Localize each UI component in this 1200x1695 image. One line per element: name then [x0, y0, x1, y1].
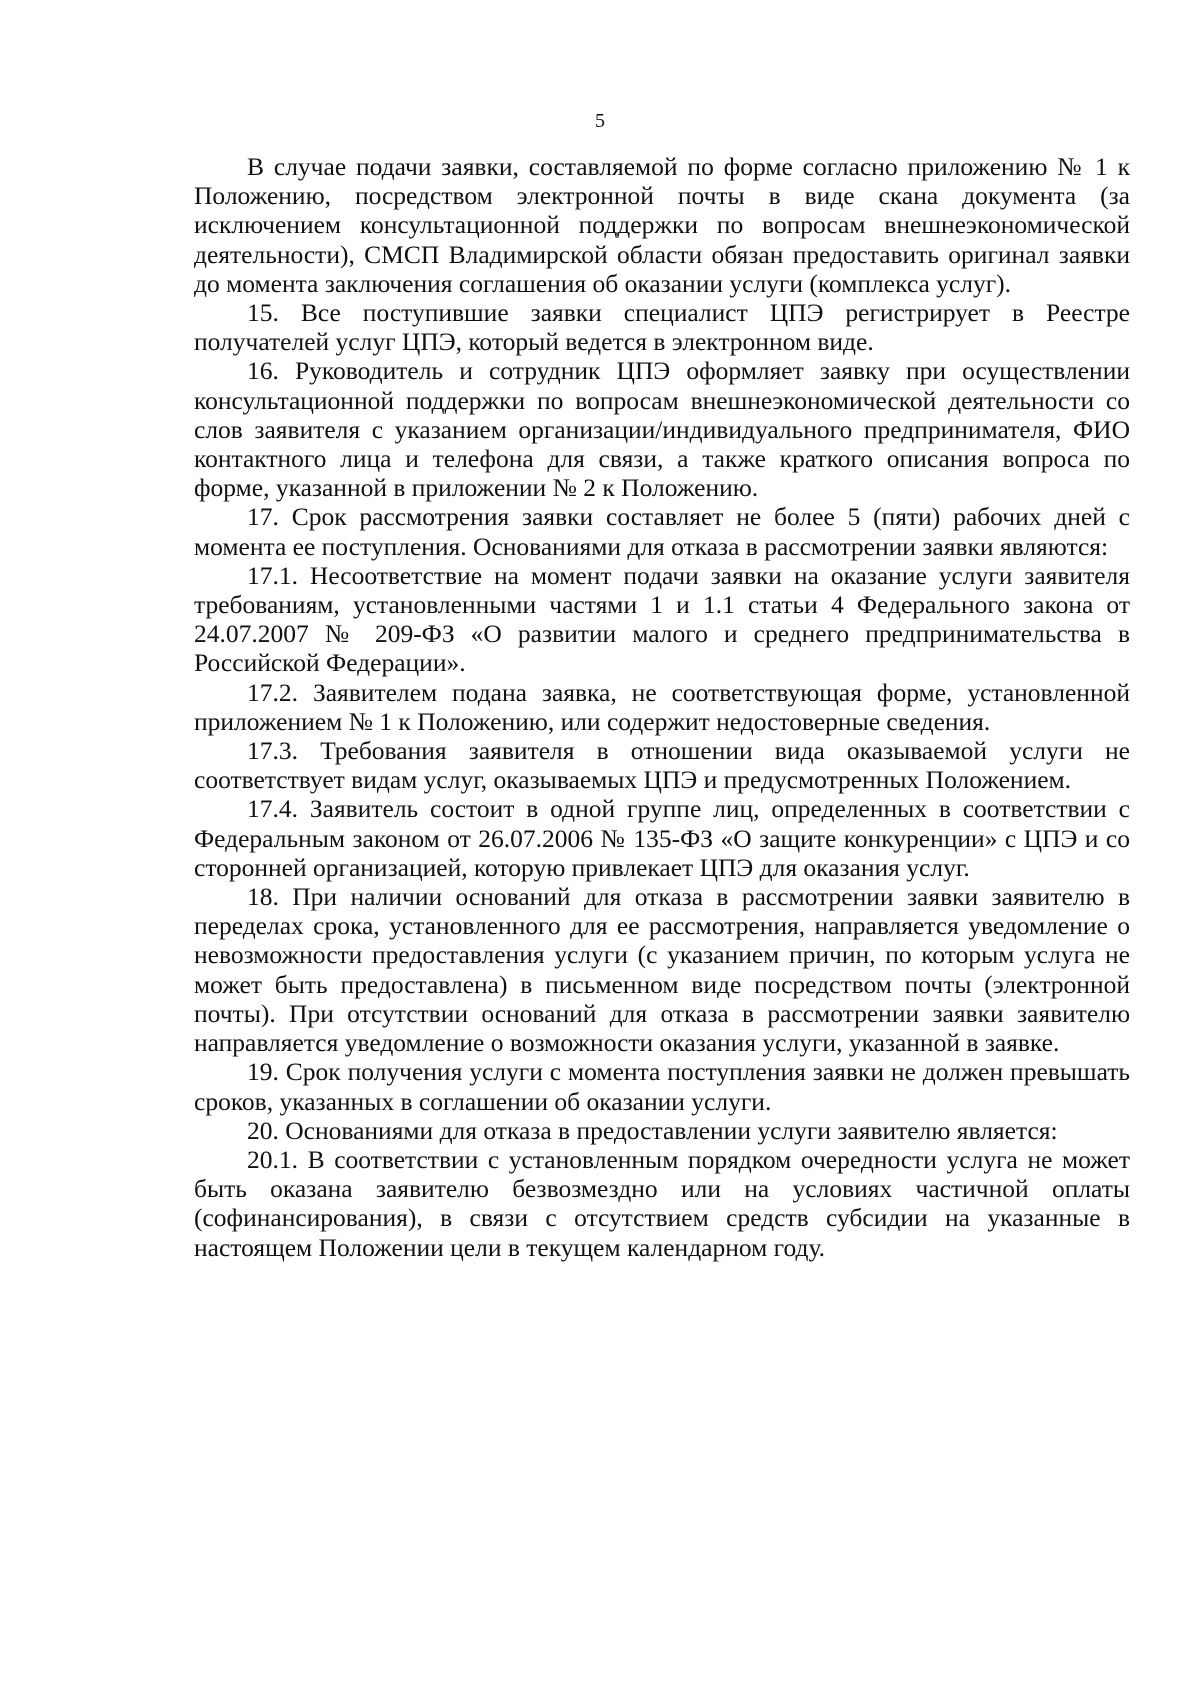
paragraph-15-registration: 15. Все поступившие заявки специалист ЦПЭ регистрирует в Реестре получателей услуг ЦПЭ, который ведется в электронном виде.	[194, 298, 1130, 357]
document-body	[194, 152, 1130, 1262]
paragraph-19-service-period: 19. Срок получения услуги с момента поступления заявки не должен превышать сроков, указанных в соглашении об оказании услуги.	[194, 1057, 1130, 1116]
paragraph-20-refusal-grounds: 20. Основаниями для отказа в предоставлении услуги заявителю является:	[247, 1115, 1058, 1145]
paragraph-17-4-group: 17.4. Заявитель состоит в одной группе лиц, определенных в соответствии с Федеральным законом от 26.07.2006 № 135-ФЗ «О защите конкуренции» с ЦПЭ и со сторонней организацией, которую привлекает ЦПЭ для оказания услуг.	[194, 794, 1130, 882]
paragraph-application-original: В случае подачи заявки, составляемой по форме согласно приложению № 1 к Положению, посредством электронной почты в виде скана документа (за исключением консультационной поддержки по вопросам внешнеэкономической деятельности), СМСП Владимирской области обязан предоставить оригинал заявки до момента заключения соглашения об оказании услуги (комплекса услуг).	[194, 152, 1130, 298]
paragraph-17-review-period: 17. Срок рассмотрения заявки составляет не более 5 (пяти) рабочих дней с момента ее поступления. Основаниями для отказа в рассмотрении заявки являются:	[194, 502, 1130, 561]
paragraph-18-refusal-notice: 18. При наличии оснований для отказа в рассмотрении заявки заявителю в переделах срока, установленного для ее рассмотрения, направляется уведомление о невозможности предоставления услуги (с указанием причин, по которым услуга не может быть предоставлена) в письменном виде посредством почты (электронной почты). При отсутствии оснований для отказа в рассмотрении заявки заявителю направляется уведомление о возможности оказания услуги, указанной в заявке.	[194, 882, 1130, 1058]
paragraph-17-3-service-type: 17.3. Требования заявителя в отношении вида оказываемой услуги не соответствует видам услуг, оказываемых ЦПЭ и предусмотренных Положением.	[194, 736, 1130, 795]
paragraph-16-consultation: 16. Руководитель и сотрудник ЦПЭ оформляет заявку при осуществлении консультационной поддержки по вопросам внешнеэкономической деятельности со слов заявителя с указанием организации/индивидуального предпринимателя, ФИО контактного лица и телефона для связи, а также краткого описания вопроса по форме, указанной в приложении № 2 к Положению.	[194, 356, 1130, 503]
paragraph-17-2-form: 17.2. Заявителем подана заявка, не соответствующая форме, установленной приложением № 1 к Положению, или содержит недостоверные сведения.	[194, 677, 1130, 736]
paragraph-17-1-noncompliance: 17.1. Несоответствие на момент подачи заявки на оказание услуги заявителя требованиям, установленными частями 1 и 1.1 статьи 4 Федерального закона от 24.07.2007 № 209-ФЗ «О развитии малого и среднего предпринимательства в Российской Федерации».	[194, 560, 1130, 678]
page-number: 5	[595, 110, 605, 132]
paragraph-20-1-subsidy: 20.1. В соответствии с установленным порядком очередности услуга не может быть оказана заявителю безвозмездно или на условиях частичной оплаты (софинансирования), в связи с отсутствием средств субсидии на указанные в настоящем Положении цели в текущем календарном году.	[194, 1144, 1130, 1262]
